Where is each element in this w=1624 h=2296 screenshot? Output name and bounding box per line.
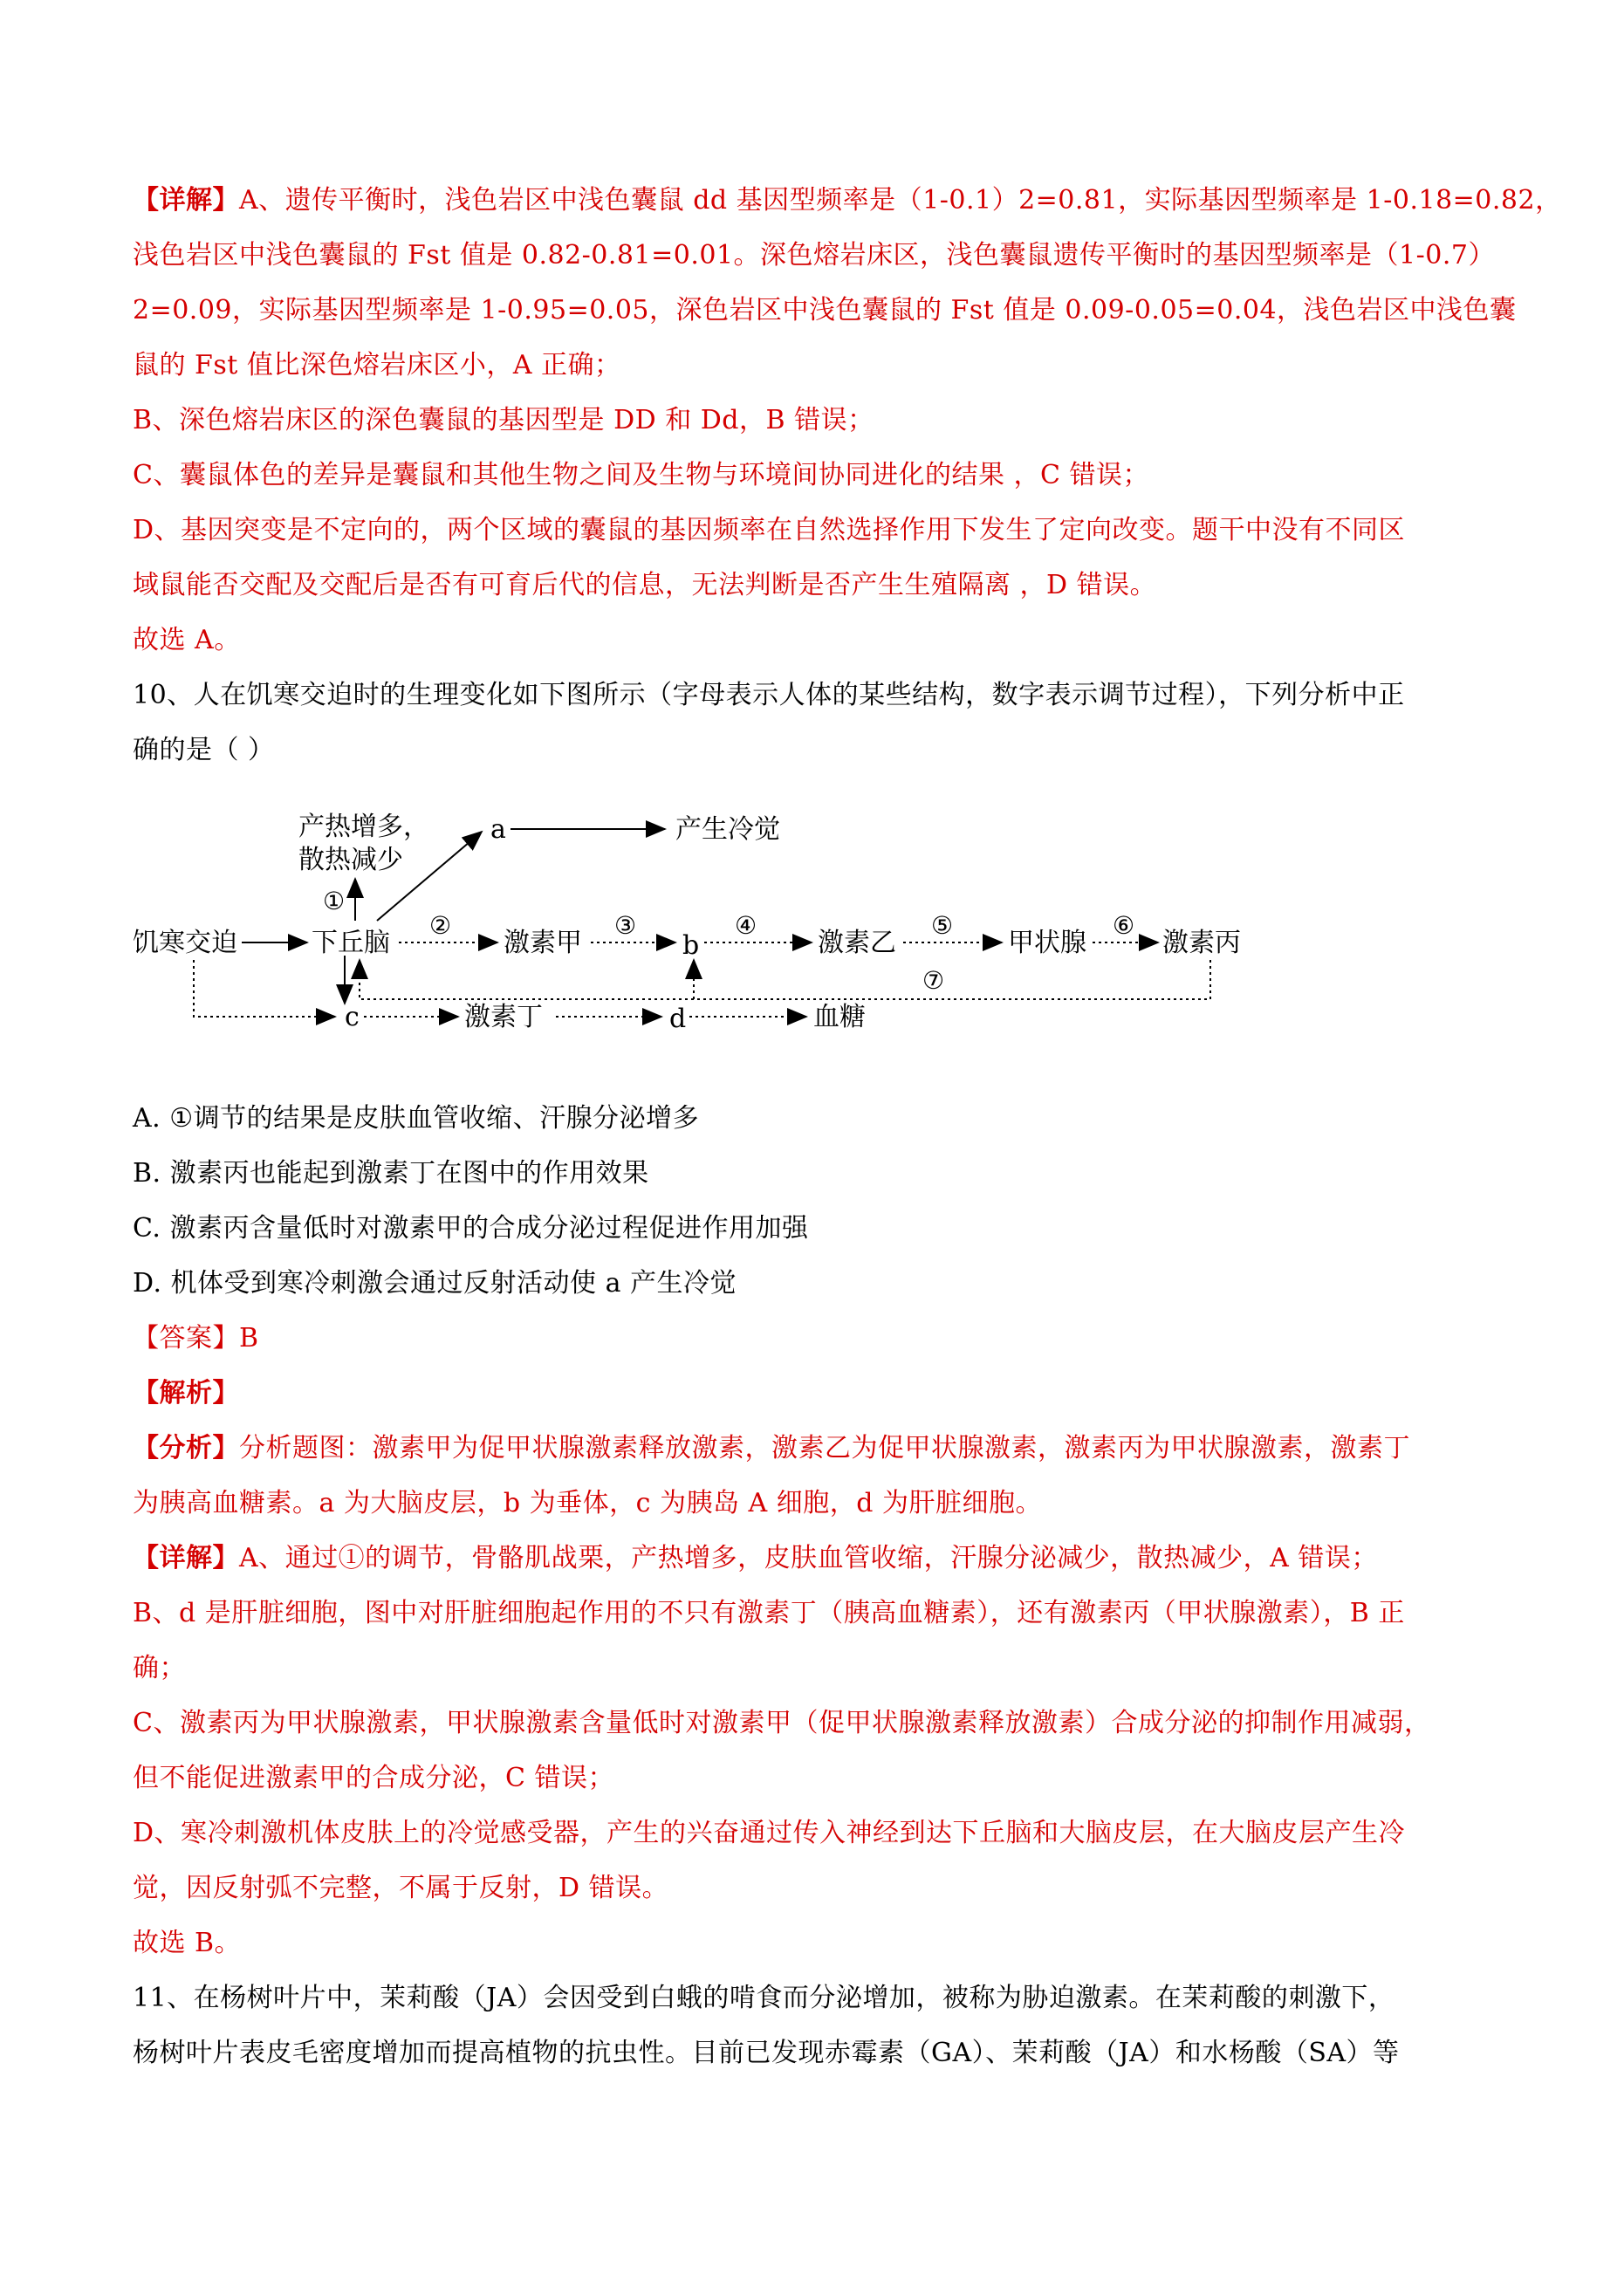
step-6-label: ⑥ <box>1113 911 1135 940</box>
node-b: b <box>682 930 700 961</box>
node-hormone-bing: 激素丙 <box>1162 928 1241 958</box>
arrow-step-7-feedback-to-hypothalamus <box>360 960 1210 999</box>
q10-detail-line-3: 确； <box>133 1653 186 1683</box>
node-d: d <box>669 1004 687 1034</box>
answer: 【答案】B <box>133 1323 259 1354</box>
node-hypothalamus: 下丘脑 <box>312 928 390 958</box>
detail-conclusion: 故选 A。 <box>133 625 241 655</box>
step-1-label: ① <box>323 887 346 915</box>
node-c: c <box>345 1002 360 1032</box>
node-hormone-yi: 激素乙 <box>818 928 896 958</box>
option-d: D. 机体受到寒冷刺激会通过反射活动使 a 产生冷觉 <box>133 1268 737 1299</box>
q10-detail-line-7: 觉，因反射弧不完整，不属于反射，D 错误。 <box>133 1873 669 1903</box>
node-cold-sensation: 产生冷觉 <box>675 814 780 845</box>
step-4-label: ④ <box>735 911 757 940</box>
question-11-line-2: 杨树叶片表皮毛密度增加而提高植物的抗虫性。目前已发现赤霉素（GA）、茉莉酸（JA）和水杨酸（SA）等 <box>133 2038 1400 2068</box>
node-glucose: 血糖 <box>813 1002 866 1032</box>
question-10-stem-line-1: 10、人在饥寒交迫时的生理变化如下图所示（字母表示人体的某些结构，数字表示调节过程），下列分析中正 <box>133 680 1405 710</box>
q10-detail-line-6: D、寒冷刺激机体皮肤上的冷觉感受器，产生的兴奋通过传入神经到达下丘脑和大脑皮层，在大脑皮层产生冷 <box>133 1818 1406 1848</box>
option-c: C. 激素丙含量低时对激素甲的合成分泌过程促进作用加强 <box>133 1213 809 1244</box>
analysis-line-1 <box>133 1431 1511 1466</box>
detail-line-8: 域鼠能否交配及交配后是否有可育后代的信息，无法判断是否产生生殖隔离 ，D 错误。 <box>133 570 1157 600</box>
q10-detail-tag: 【详解】 <box>133 1543 239 1573</box>
arrow-start-to-c <box>194 960 335 1017</box>
node-hormone-ding: 激素丁 <box>464 1002 543 1032</box>
detail-line-2: 浅色岩区中浅色囊鼠的 Fst 值是 0.82-0.81=0.01。深色熔岩床区，浅色囊鼠遗传平衡时的基因型频率是（1-0.7） <box>133 240 1495 271</box>
analysis-text: 分析题图：激素甲为促甲状腺激素释放激素，激素乙为促甲状腺激素，激素丙为甲状腺激素，激素丁 <box>239 1433 1410 1463</box>
step-3-label: ③ <box>614 911 637 940</box>
q10-conclusion: 故选 B。 <box>133 1928 242 1958</box>
detail-line-6: C、囊鼠体色的差异是囊鼠和其他生物之间及生物与环境间协同进化的结果 ，C 错误； <box>133 460 1149 490</box>
option-a: A. ①调节的结果是皮肤血管收缩、汗腺分泌增多 <box>133 1103 700 1134</box>
node-thyroid: 甲状腺 <box>1008 928 1086 958</box>
q10-detail-line-1 <box>133 1541 1511 1576</box>
step-7-label: ⑦ <box>922 966 945 995</box>
question-10-stem-line-2: 确的是（ ） <box>133 735 275 765</box>
q10-detail-line-4: C、激素丙为甲状腺激素，甲状腺激素含量低时对激素甲（促甲状腺激素释放激素）合成分泌的抑制作用减弱， <box>133 1708 1431 1738</box>
detail-line-5: B、深色熔岩床区的深色囊鼠的基因型是 DD 和 Dd，B 错误； <box>133 405 874 435</box>
node-a: a <box>490 814 506 845</box>
analysis-tag: 【分析】 <box>133 1433 239 1463</box>
heat-label-line-1: 产热增多， <box>298 812 429 842</box>
detail-line-4: 鼠的 Fst 值比深色熔岩床区小，A 正确； <box>133 350 621 380</box>
step-2-label: ② <box>429 911 452 940</box>
analysis-line-2: 为胰高血糖素。a 为大脑皮层，b 为垂体，c 为胰岛 A 细胞，d 为肝脏细胞。 <box>133 1488 1042 1518</box>
detail-line-7: D、基因突变是不定向的，两个区域的囊鼠的基因频率在自然选择作用下发生了定向改变。题干中没有不同区 <box>133 515 1406 545</box>
q10-detail-line-2: B、d 是肝脏细胞，图中对肝脏细胞起作用的不只有激素丁（胰高血糖素），还有激素丙（甲状腺激素），B 正 <box>133 1598 1405 1628</box>
detail-text: A、遗传平衡时，浅色岩区中浅色囊鼠 dd 基因型频率是（1-0.1）2=0.81，实际基因型频率是 1-0.18=0.82， <box>239 185 1562 216</box>
detail-line-3: 2=0.09，实际基因型频率是 1-0.95=0.05，深色岩区中浅色囊鼠的 Fst 值是 0.09-0.05=0.04，浅色岩区中浅色囊 <box>133 295 1517 326</box>
detail-line-1 <box>133 183 1562 218</box>
node-hormone-jia: 激素甲 <box>504 928 582 958</box>
question-11-line-1: 11、在杨树叶片中，茉莉酸（JA）会因受到白蛾的啃食而分泌增加，被称为胁迫激素。在茉莉酸的刺激下， <box>133 1983 1395 2013</box>
step-5-label: ⑤ <box>931 911 954 940</box>
detail-tag: 【详解】 <box>133 185 239 216</box>
q10-detail-line-5: 但不能促进激素甲的合成分泌，C 错误； <box>133 1763 614 1793</box>
analysis-title: 【解析】 <box>133 1378 239 1408</box>
physiology-flow-diagram <box>133 798 1267 1052</box>
option-b: B. 激素丙也能起到激素丁在图中的作用效果 <box>133 1158 649 1189</box>
q10-detail-text: A、通过①的调节，骨骼肌战栗，产热增多，皮肤血管收缩，汗腺分泌减少，散热减少，A 错误； <box>239 1543 1378 1573</box>
heat-label-line-2: 散热减少 <box>298 845 403 875</box>
node-start: 饥寒交迫 <box>133 928 237 958</box>
